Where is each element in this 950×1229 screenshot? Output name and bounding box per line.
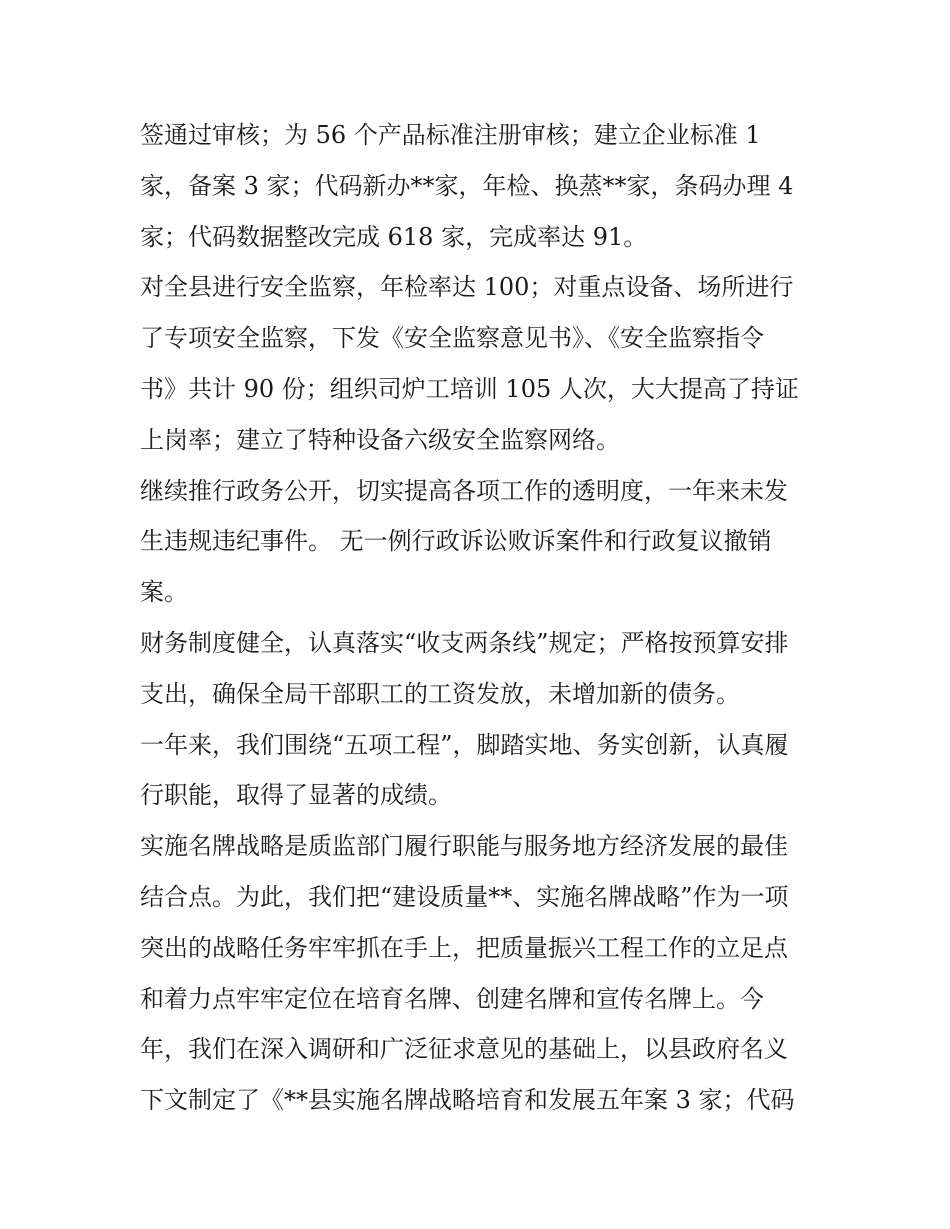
text-line: 突出的战略任务牢牢抓在手上，把质量振兴工程工作的立足点 [140,933,788,962]
text-line: 下文制定了《**县实施名牌战略培育和发展五年案 3 家；代码 [140,1086,795,1115]
text-line: 和着力点牢牢定位在培育名牌、创建名牌和宣传名牌上。今 [140,984,764,1013]
text-line: 支出，确保全局干部职工的工资发放，未增加新的债务。 [140,679,740,708]
text-line: 签通过审核；为 56 个产品标准注册审核；建立企业标准 1 [140,121,761,149]
text-line: 行职能，取得了显著的成绩。 [140,781,452,810]
text-line: 结合点。为此，我们把“建设质量**、实施名牌战略”作为一项 [140,882,789,911]
text-line: 书》共计 90 份；组织司炉工培训 105 人次，大大提高了持证 [140,374,799,403]
text-line: 上岗率；建立了特种设备六级安全监察网络。 [140,425,620,454]
document-body [140,110,830,1126]
text-line: 财务制度健全，认真落实“收支两条线”规定；严格按预算安排 [140,628,789,657]
text-line: 继续推行政务公开，切实提高各项工作的透明度，一年来未发 [140,476,788,505]
text-line: 生违规违纪事件。 无一例行政诉讼败诉案件和行政复议撤销 [140,527,772,556]
text-line: 一年来，我们围绕“五项工程”，脚踏实地、务实创新，认真履 [140,730,789,759]
text-line: 了专项安全监察，下发《安全监察意见书》、《安全监察指令 [140,324,764,353]
text-line: 家；代码数据整改完成 618 家，完成率达 91。 [140,222,648,251]
text-line: 年，我们在深入调研和广泛征求意见的基础上，以县政府名义 [140,1035,788,1064]
text-line: 家，备案 3 家；代码新办**家，年检、换蒸**家，条码办理 4 [140,171,794,200]
text-line: 对全县进行安全监察，年检率达 100；对重点设备、场所进行 [140,273,794,302]
text-line: 案。 [140,578,188,607]
text-line: 实施名牌战略是质监部门履行职能与服务地方经济发展的最佳 [140,832,788,861]
